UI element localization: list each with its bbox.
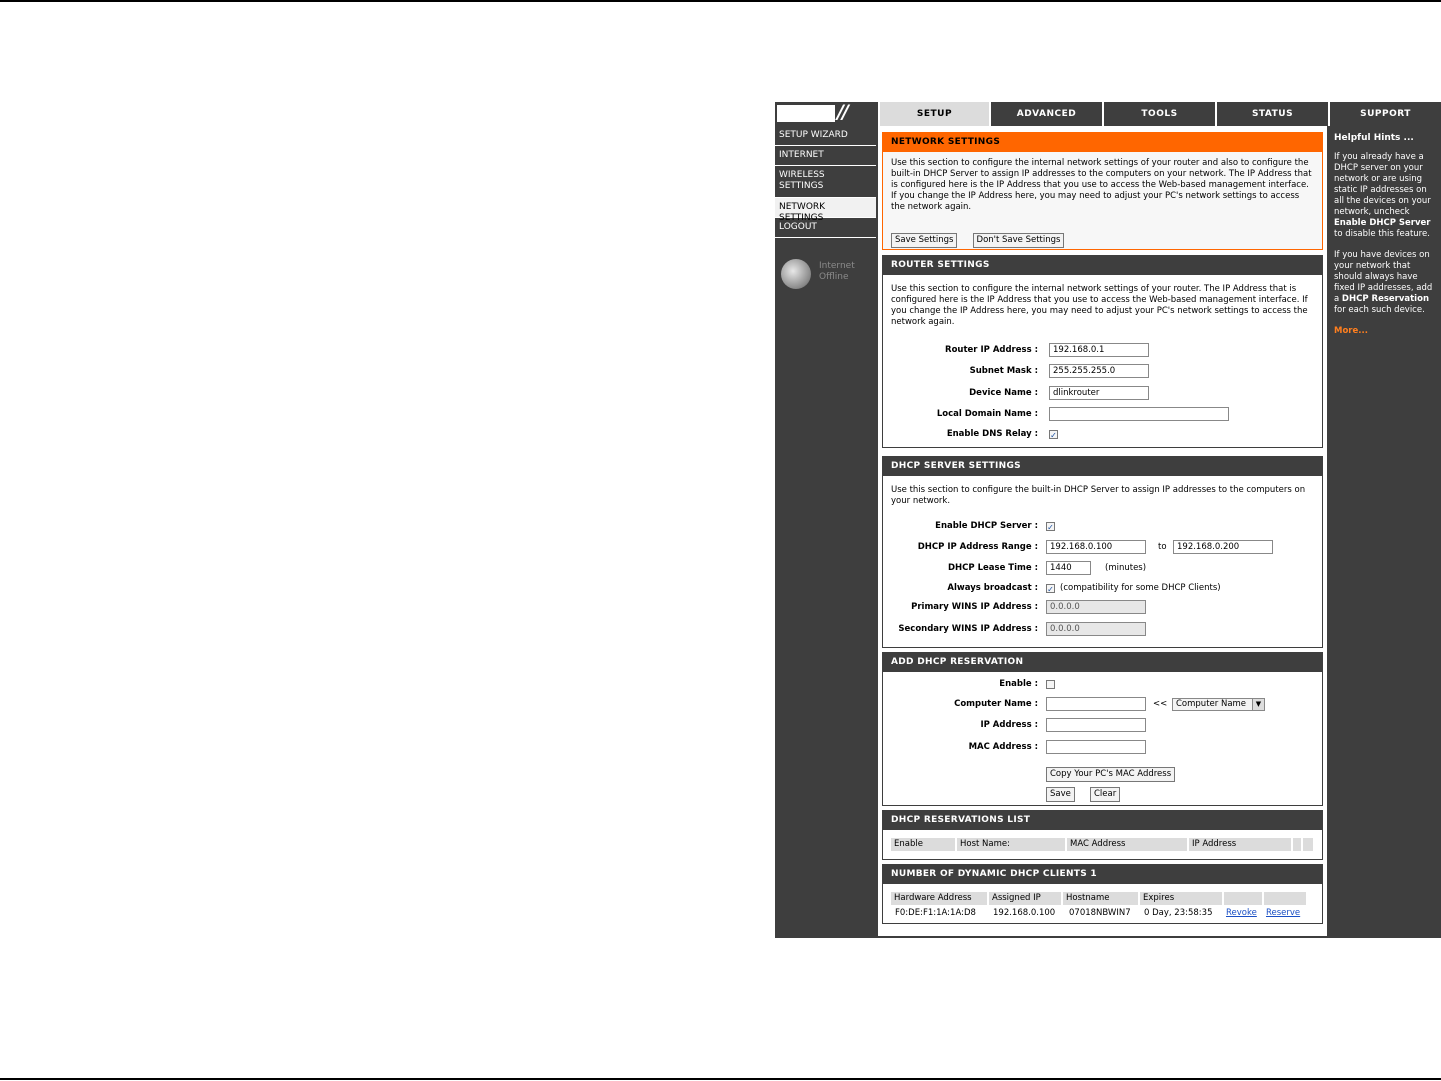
tab-tools[interactable]: TOOLS: [1102, 102, 1215, 126]
dynamic-clients-section: [882, 864, 1323, 924]
reservation-enable-label: Enable :: [999, 679, 1038, 689]
lease-time-input[interactable]: 1440: [1046, 561, 1091, 575]
logo-slashes: //: [837, 101, 847, 123]
logo: [777, 105, 835, 122]
status-line-1: Internet: [819, 261, 855, 271]
chevron-down-icon: ▼: [1252, 699, 1264, 710]
more-link[interactable]: More...: [1334, 326, 1368, 336]
column-header-spacer: [1264, 892, 1306, 905]
column-header-assigned-ip: Assigned IP: [989, 892, 1061, 905]
tab-status[interactable]: STATUS: [1215, 102, 1328, 126]
secondary-wins-label: Secondary WINS IP Address :: [898, 624, 1038, 634]
section-title: NUMBER OF DYNAMIC DHCP CLIENTS 1: [883, 865, 1322, 884]
status-line-2: Offline: [819, 272, 849, 282]
hint-paragraph-2: [1334, 250, 1436, 316]
network-settings-section: [882, 132, 1323, 250]
dns-relay-label: Enable DNS Relay :: [946, 429, 1038, 439]
hint-1-end: to disable this feature.: [1334, 229, 1430, 239]
router-ip-input[interactable]: 192.168.0.1: [1049, 343, 1149, 357]
column-header-spacer: [1224, 892, 1262, 905]
tab-setup[interactable]: SETUP: [878, 102, 989, 126]
dns-relay-checkbox[interactable]: ✓: [1050, 431, 1057, 440]
revoke-link[interactable]: Revoke: [1226, 908, 1257, 918]
column-header-spacer: [1303, 838, 1313, 851]
router-settings-section: [882, 255, 1323, 448]
reservation-mac-label: MAC Address :: [968, 742, 1038, 752]
section-title: DHCP RESERVATIONS LIST: [883, 811, 1322, 830]
router-ip-label: Router IP Address :: [945, 345, 1038, 355]
section-description: Use this section to configure the internal network settings of your router. The IP Address that is configured here is the IP Address that you use to access the Web-based management interface. If you change the IP Address here, you may need to adjust your PC's network settings to access the network again.: [891, 284, 1308, 327]
section-description: Use this section to configure the built-in DHCP Server to assign IP addresses to the computers on your network.: [891, 485, 1306, 506]
client-mac: F0:DE:F1:1A:1A:D8: [895, 908, 976, 918]
helpful-hints-panel: [1329, 126, 1441, 337]
client-ip: 192.168.0.100: [993, 908, 1056, 918]
bottom-rule: [0, 1078, 1441, 1080]
save-settings-button[interactable]: Save Settings: [891, 233, 957, 248]
add-dhcp-reservation-section: [882, 652, 1323, 806]
tab-advanced[interactable]: ADVANCED: [989, 102, 1102, 126]
sidebar-menu: [775, 126, 876, 238]
sidebar-item-network-settings[interactable]: NETWORK SETTINGS: [775, 198, 876, 218]
section-description: Use this section to configure the internal network settings of your router and also to configure the built-in DHCP Server to assign IP addresses to the computers on your network. The IP Address that is configured here is the IP Address that you use to access the Web-based management interface. If you change the IP Address here, you may need to adjust your PC's network settings to access the network again.: [891, 158, 1312, 212]
enable-dhcp-label: Enable DHCP Server :: [935, 521, 1038, 531]
sidebar-item-wireless-settings[interactable]: WIRELESS SETTINGS: [779, 170, 825, 191]
column-header-enable: Enable: [891, 838, 955, 851]
computer-name-label: Computer Name :: [954, 699, 1038, 709]
always-broadcast-checkbox[interactable]: ✓: [1047, 585, 1054, 594]
dhcp-server-section: [882, 456, 1323, 648]
reserve-link[interactable]: Reserve: [1266, 908, 1301, 918]
reservation-save-button[interactable]: Save: [1046, 787, 1075, 802]
reservation-ip-input[interactable]: [1046, 718, 1146, 732]
dhcp-range-label: DHCP IP Address Range :: [917, 542, 1038, 552]
hints-title: Helpful Hints ...: [1334, 133, 1414, 143]
logo-area: [775, 102, 876, 126]
section-title: DHCP SERVER SETTINGS: [883, 457, 1322, 476]
tab-support[interactable]: SUPPORT: [1328, 102, 1441, 126]
internet-status: [819, 261, 855, 283]
hint-2-text: If you have devices on your network that should always have fixed IP addresses, add a: [1334, 250, 1433, 304]
reservation-mac-input[interactable]: [1046, 740, 1146, 754]
reservation-ip-label: IP Address :: [980, 720, 1038, 730]
primary-wins-input[interactable]: 0.0.0.0: [1046, 600, 1146, 614]
computer-name-select[interactable]: [1172, 698, 1265, 711]
column-header-ip: IP Address: [1189, 838, 1291, 851]
top-rule: [0, 0, 1441, 2]
primary-wins-label: Primary WINS IP Address :: [911, 602, 1038, 612]
secondary-wins-input[interactable]: 0.0.0.0: [1046, 622, 1146, 636]
reservations-list-section: [882, 810, 1323, 860]
device-name-label: Device Name :: [969, 388, 1038, 398]
sidebar-item-internet[interactable]: INTERNET: [775, 146, 876, 166]
broadcast-note: (compatibility for some DHCP Clients): [1060, 583, 1221, 593]
subnet-mask-label: Subnet Mask :: [969, 366, 1038, 376]
copy-mac-button[interactable]: Copy Your PC's MAC Address: [1046, 767, 1175, 782]
hint-2-end: for each such device.: [1334, 305, 1425, 315]
dhcp-range-start-input[interactable]: 192.168.0.100: [1046, 540, 1146, 554]
lease-time-label: DHCP Lease Time :: [948, 563, 1038, 573]
column-header-spacer: [1293, 838, 1301, 851]
column-header-hostname: Hostname: [1063, 892, 1138, 905]
client-expires: 0 Day, 23:58:35: [1144, 908, 1213, 918]
column-header-host-name: Host Name:: [957, 838, 1065, 851]
hint-2-bold: DHCP Reservation: [1341, 294, 1429, 304]
computer-name-input[interactable]: [1046, 697, 1146, 711]
lease-unit: (minutes): [1105, 563, 1147, 573]
column-header-hardware-address: Hardware Address: [891, 892, 987, 905]
enable-dhcp-checkbox[interactable]: ✓: [1047, 523, 1054, 532]
section-title: ADD DHCP RESERVATION: [883, 653, 1322, 672]
hint-1-text: If you already have a DHCP server on your network or are using static IP addresses on all the devices on your network, uncheck: [1334, 152, 1431, 217]
dont-save-settings-button[interactable]: Don't Save Settings: [973, 233, 1065, 248]
range-to-text: to: [1158, 542, 1167, 552]
section-title: NETWORK SETTINGS: [883, 133, 1322, 152]
computer-select-value: Computer Name: [1176, 699, 1247, 709]
always-broadcast-label: Always broadcast :: [947, 583, 1038, 593]
local-domain-input[interactable]: [1049, 407, 1229, 421]
local-domain-label: Local Domain Name :: [936, 409, 1038, 419]
client-hostname: 07018NBWIN7: [1069, 908, 1131, 918]
router-admin-ui: [775, 102, 1441, 938]
hint-paragraph-1: [1334, 152, 1436, 240]
column-header-mac: MAC Address: [1067, 838, 1187, 851]
reservation-enable-checkbox[interactable]: [1046, 680, 1055, 689]
sidebar-item-setup-wizard[interactable]: SETUP WIZARD: [775, 126, 876, 146]
hint-1-bold: Enable DHCP Server: [1334, 218, 1431, 228]
section-title: ROUTER SETTINGS: [883, 256, 1322, 275]
copy-arrows: <<: [1153, 699, 1168, 709]
column-header-expires: Expires: [1140, 892, 1222, 905]
dhcp-range-end-input[interactable]: 192.168.0.200: [1173, 540, 1273, 554]
device-name-input[interactable]: dlinkrouter: [1049, 386, 1149, 400]
main-content: [878, 126, 1327, 936]
subnet-mask-input[interactable]: 255.255.255.0: [1049, 364, 1149, 378]
internet-status-globe-icon: [781, 259, 811, 289]
sidebar-item-logout[interactable]: LOGOUT: [775, 218, 876, 238]
reservation-clear-button[interactable]: Clear: [1090, 787, 1120, 802]
